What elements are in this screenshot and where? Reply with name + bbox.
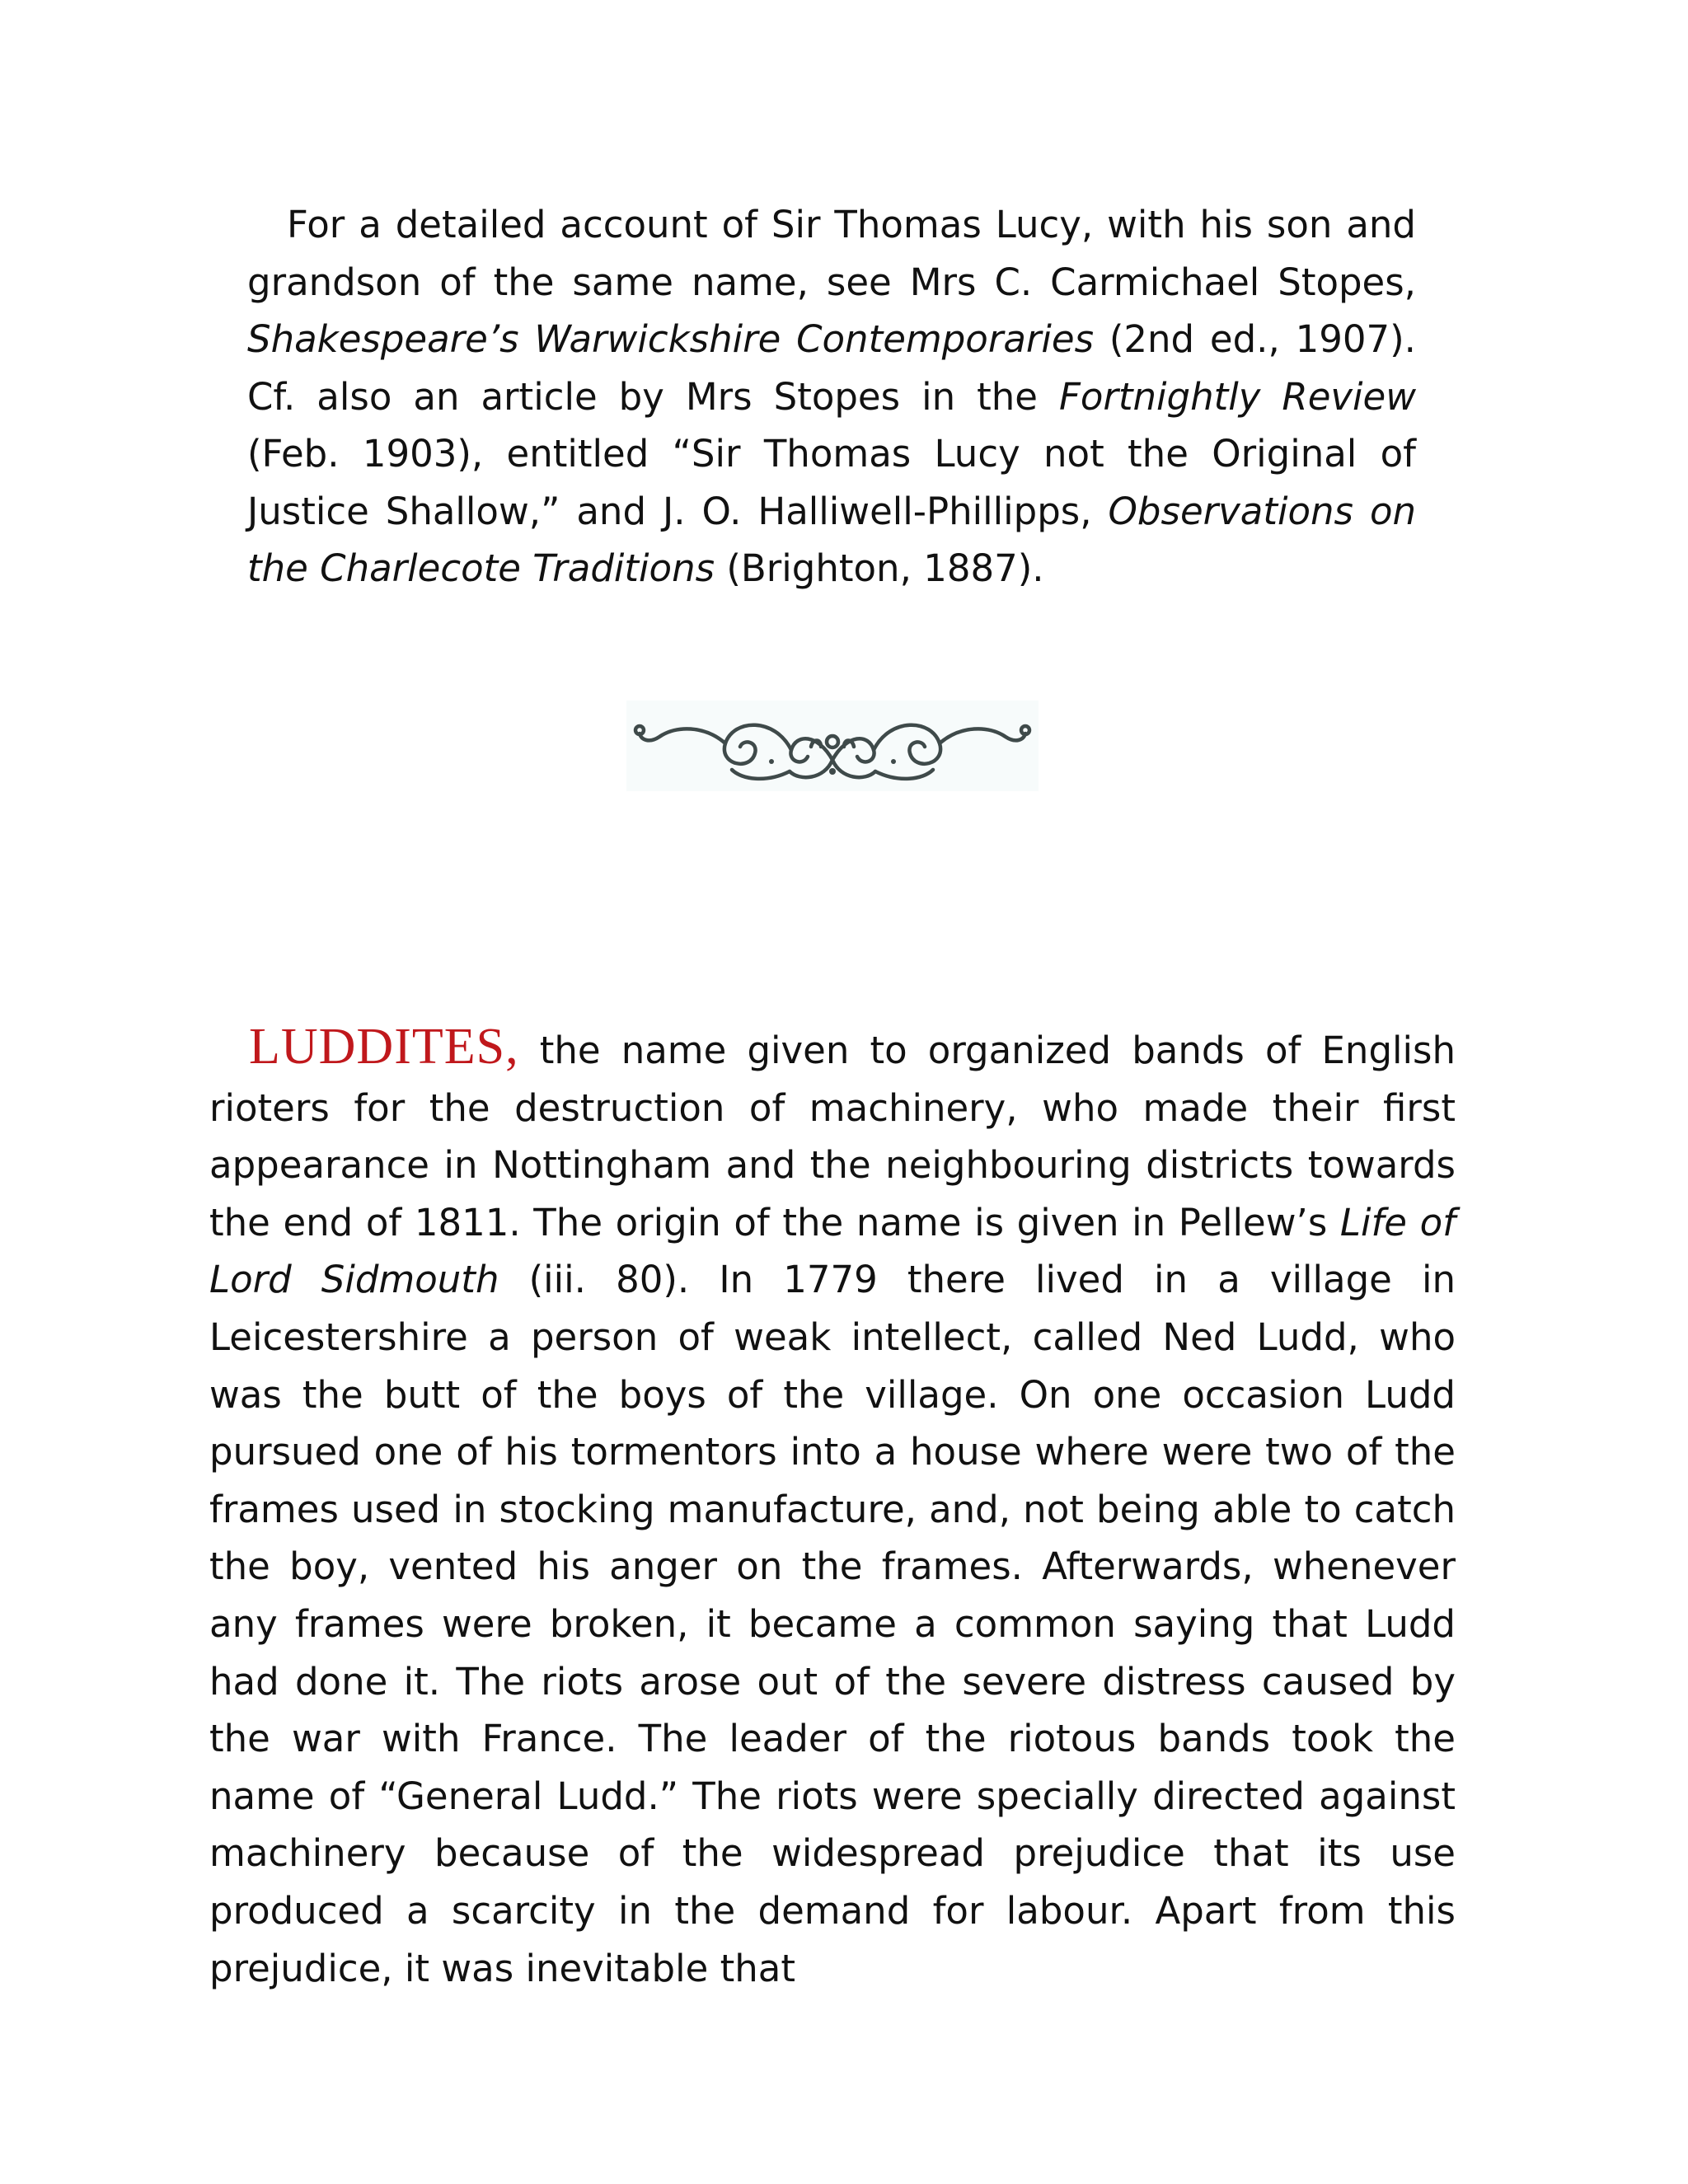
encyclopedia-article	[209, 1019, 1456, 1997]
scroll-ornament-icon	[626, 701, 1039, 791]
article-book-title: Life of Lord Sidmouth	[209, 1200, 1456, 1302]
footnote-book-title: Observations on the Charlecote Traditions	[247, 489, 1416, 590]
article-headword: LUDDITES,	[249, 1019, 519, 1075]
footnote-text: (Brighton, 1887).	[715, 546, 1044, 590]
article-text: the name given to organized bands of English rioters for the destruction of machinery, who made their first appearance in Nottingham and the neighbouring districts towards the end of 1811. The origin of the name is given in Pellew’s	[209, 1029, 1456, 1244]
footnote-text: For a detailed account of Sir Thomas Lucy, with his son and grandson of the same name, see Mrs C. Carmichael Stopes,	[247, 203, 1416, 304]
footnote-journal-title: Fortnightly Review	[1058, 374, 1417, 419]
article-text: (iii. 80). In 1779 there lived in a village in Leicestershire a person of weak intellect, called Ned Ludd, who was the butt of the boys of the village. On one occasion Ludd pursued one of his tormentors into a house where were two of the frames used in stocking manufacture, and, not being able to catch the boy, vented his anger on the frames. Afterwards, whenever any frames were broken, it became a common saying that Ludd had done it. The riots arose out of the severe distress caused by the war with France. The leader of the riotous bands took the name of “General Ludd.” The riots were specially directed against machinery because of the widespread prejudice that its use produced a scarcity in the demand for labour. Apart from this prejudice, it was inevitable that	[209, 1258, 1456, 1990]
footnote-text: (2nd ed., 1907). Cf. also an article by Mrs Stopes in the	[247, 317, 1416, 419]
footnote-book-title: Shakespeare’s Warwickshire Contemporaries	[247, 317, 1095, 361]
footnote-text: (Feb. 1903), entitled “Sir Thomas Lucy not the Original of Justice Shallow,” and J. O. Halliwell-Phillipps,	[247, 432, 1416, 533]
ornament-graphic	[626, 701, 1039, 791]
footnote-paragraph	[247, 196, 1416, 598]
